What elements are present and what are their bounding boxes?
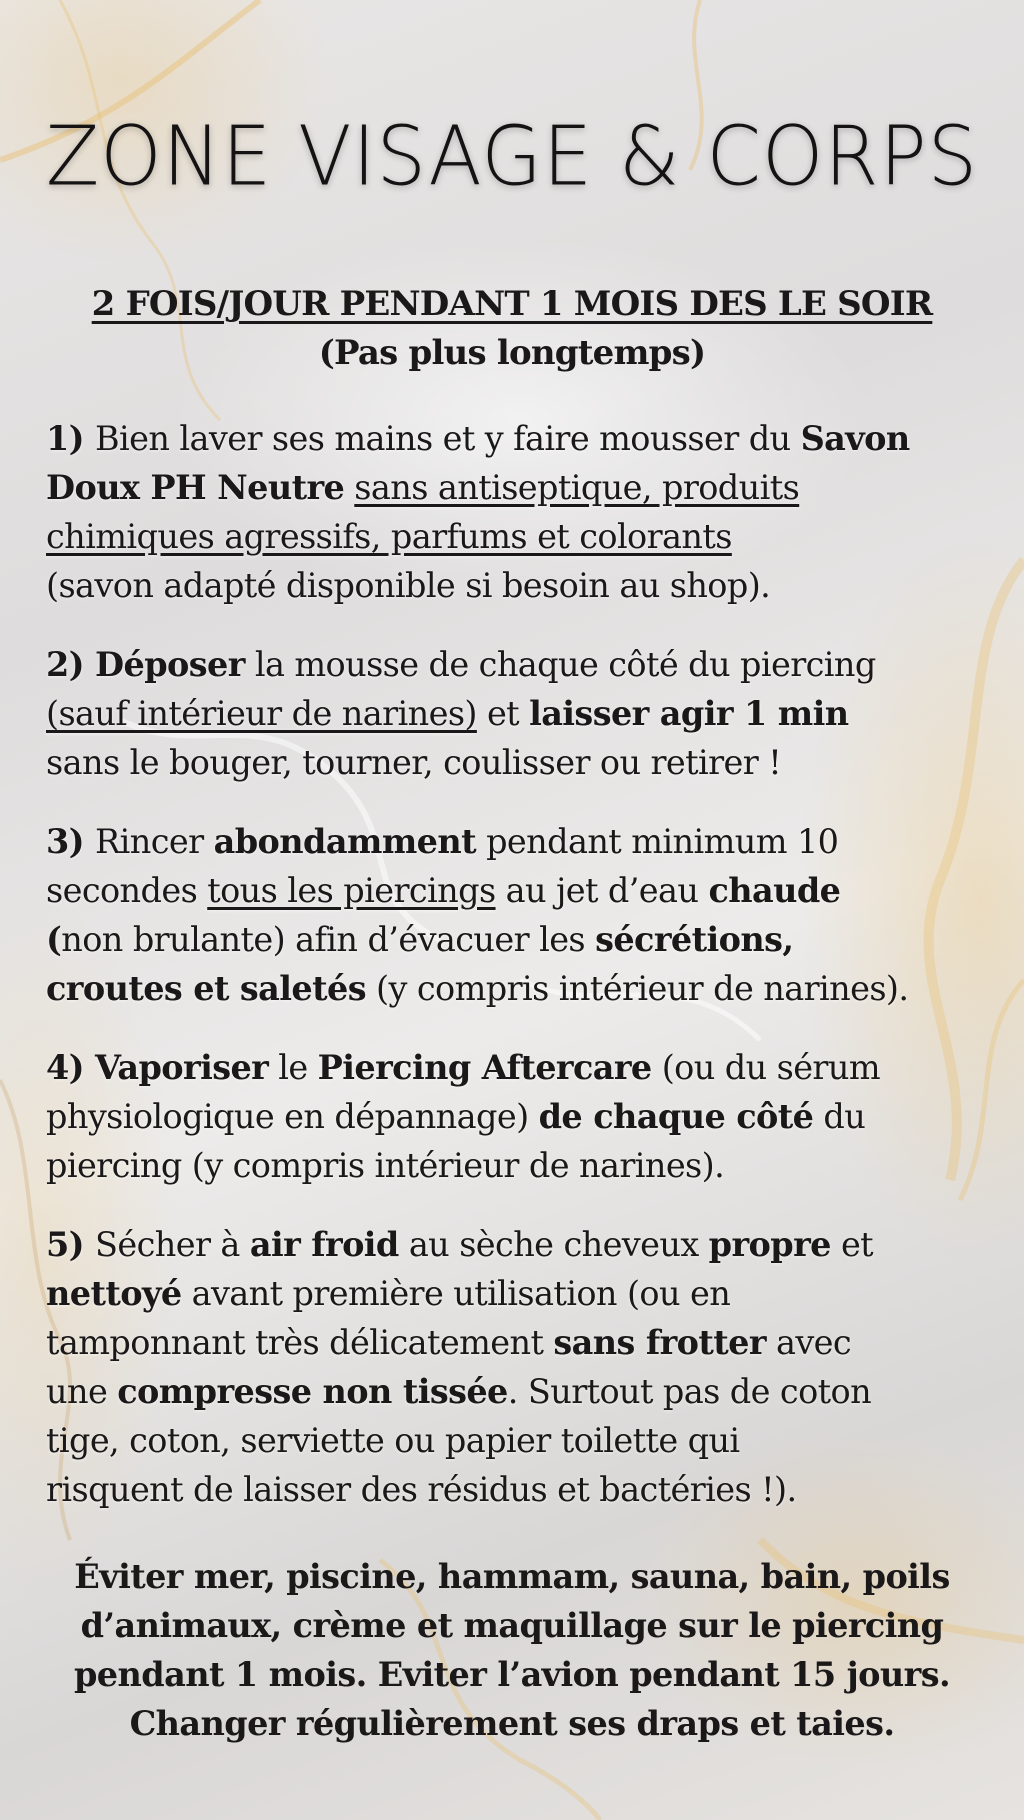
step-text: Rincer [95,822,214,861]
underlined-text: tous les piercings [207,871,496,910]
step-text: le [268,1048,318,1087]
emphasis-text: 2) [46,645,96,684]
step-line [46,463,996,512]
emphasis-text: nettoyé [46,1274,182,1313]
care-step-4 [46,1043,996,1190]
step-text [344,468,354,507]
emphasis-text: Savon [800,419,910,458]
care-step-3 [46,817,996,1013]
emphasis-text: compresse non tissée [117,1372,508,1411]
step-text: au jet d’eau [495,871,709,910]
step-line [46,1043,996,1092]
step-text: (savon adapté disponible si besoin au shop). [46,566,771,605]
emphasis-text: air froid [249,1225,399,1264]
emphasis-text: ( [46,920,62,959]
emphasis-text: sécrétions, [595,920,794,959]
care-steps [46,414,996,1544]
step-line [46,738,996,787]
step-text: sans le bouger, tourner, coulisser ou retirer ! [46,743,782,782]
schedule-note: (Pas plus longtemps) [318,333,706,373]
step-text: . Surtout pas de coton [507,1372,872,1411]
emphasis-text: 4) [46,1048,96,1087]
step-text: tamponnant très délicatement [46,1323,554,1362]
emphasis-text: propre [708,1225,831,1264]
underlined-text: sans antiseptique, produits [354,468,800,507]
step-line [46,1465,996,1514]
step-text: et [830,1225,874,1264]
care-step-2 [46,640,996,787]
step-text: avant première utilisation (ou en [181,1274,731,1313]
step-text: du [813,1097,866,1136]
emphasis-text: laisser agir 1 min [529,694,849,733]
page-title: ZONE VISAGE & CORPS [45,109,979,205]
emphasis-text: Vaporiser [95,1048,269,1087]
emphasis-text: Piercing Aftercare [317,1048,652,1087]
step-line [46,414,996,463]
schedule-frequency: 2 FOIS/JOUR PENDANT 1 MOIS DES LE SOIR [91,284,933,324]
step-line [46,1141,996,1190]
step-line [46,1416,996,1465]
step-line [46,561,996,610]
step-line [46,817,996,866]
step-line [46,866,996,915]
emphasis-text: chaude [708,871,841,910]
step-text: au sèche cheveux [398,1225,709,1264]
step-line [46,1367,996,1416]
underlined-text: chimiques agressifs, parfums et colorants [46,517,732,556]
emphasis-text: sans frotter [553,1323,766,1362]
step-line [46,689,996,738]
step-text: pendant minimum 10 [476,822,839,861]
emphasis-text: 5) [46,1225,96,1264]
step-text: non brulante) afin d’évacuer les [61,920,596,959]
step-line [46,1092,996,1141]
warning-line: Éviter mer, piscine, hammam, sauna, bain, poils [74,1557,950,1596]
emphasis-text: croutes et saletés [46,969,366,1008]
step-text: risquent de laisser des résidus et bactéries !). [46,1470,797,1509]
step-line [46,915,996,964]
step-text: avec [765,1323,852,1362]
step-text: Sécher à [95,1225,250,1264]
step-text: Bien laver ses mains et y faire mousser du [95,419,801,458]
step-text: physiologique en dépannage) [46,1097,539,1136]
emphasis-text: 1) [46,419,96,458]
step-text: la mousse de chaque côté du piercing [244,645,876,684]
step-line [46,512,996,561]
emphasis-text: abondamment [213,822,477,861]
care-step-5 [46,1220,996,1514]
step-text: (y compris intérieur de narines). [365,969,909,1008]
step-line [46,964,996,1013]
step-text: piercing (y compris intérieur de narines). [46,1146,725,1185]
emphasis-text: Déposer [95,645,245,684]
care-step-1 [46,414,996,610]
warning-notice [30,1552,994,1748]
step-text: secondes [46,871,208,910]
warning-line: Changer régulièrement ses draps et taies. [129,1704,895,1743]
step-line [46,1318,996,1367]
step-line [46,640,996,689]
warning-line: d’animaux, crème et maquillage sur le piercing [80,1606,944,1645]
step-text: une [46,1372,118,1411]
warning-line: pendant 1 mois. Eviter l’avion pendant 15 jours. [73,1655,951,1694]
emphasis-text: de chaque côté [538,1097,814,1136]
step-text: tige, coton, serviette ou papier toilette qui [46,1421,740,1460]
step-line [46,1220,996,1269]
step-line [46,1269,996,1318]
underlined-text: (sauf intérieur de narines) [46,694,477,733]
step-text: et [476,694,530,733]
schedule-heading [0,280,1024,378]
emphasis-text: 3) [46,822,96,861]
emphasis-text: Doux PH Neutre [46,468,345,507]
step-text: (ou du sérum [651,1048,880,1087]
